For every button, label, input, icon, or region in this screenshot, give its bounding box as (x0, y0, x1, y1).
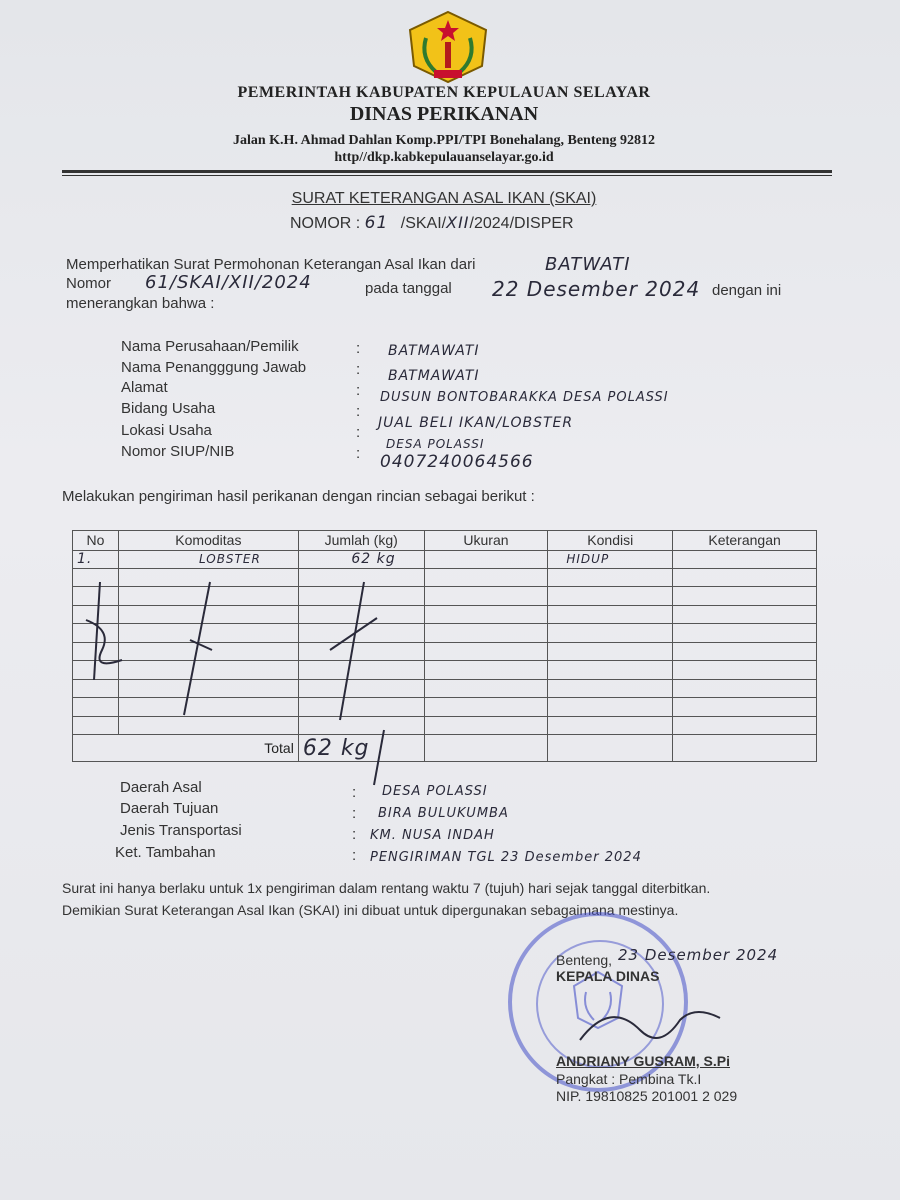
field-label-location: Lokasi Usaha (121, 422, 212, 439)
col-header-size: Ukuran (424, 531, 548, 551)
intro-nomor-label: Nomor (66, 275, 112, 292)
nomor-tail: /2024/DISPER (469, 215, 574, 232)
handwritten-strokes (72, 560, 452, 800)
total-label: Total (118, 735, 298, 762)
nomor-number: 61 (364, 213, 389, 233)
detail-label-destination: Daerah Tujuan (120, 800, 219, 817)
cell-notes (673, 550, 817, 568)
field-label-siup: Nomor SIUP/NIB (121, 443, 235, 460)
cell-commodity: LOBSTER (118, 550, 298, 568)
cell-condition: HIDUP (548, 550, 673, 568)
closing-validity: Surat ini hanya berlaku untuk 1x pengiriman dalam rentang waktu 7 (tujuh) hari sejak tanggal diterbitkan. (62, 880, 711, 896)
detail-value-destination: BIRA BULUKUMBA (378, 806, 509, 821)
handwritten-signature (570, 990, 730, 1060)
signature-date: 23 Desember 2024 (618, 946, 779, 964)
letterhead-address: Jalan K.H. Ahmad Dahlan Komp.PPI/TPI Bonehalang, Benteng 92812 (232, 133, 656, 148)
table-header-row (73, 531, 817, 551)
col-header-amount: Jumlah (kg) (298, 531, 424, 551)
letterhead-department: DINAS PERIKANAN (349, 103, 539, 125)
cell-no: 1. (73, 550, 119, 568)
letterhead-rule (62, 170, 832, 173)
intro-nomor-value: 61/SKAI/XII/2024 (145, 272, 312, 293)
letterhead-website: http//dkp.kabkepulauanselayar.go.id (334, 150, 554, 165)
letterhead-rule-thin (62, 175, 832, 176)
intro-text-continued: dengan ini (712, 282, 782, 299)
col-header-condition: Kondisi (548, 531, 673, 551)
col-header-notes: Keterangan (673, 531, 817, 551)
detail-label-origin: Daerah Asal (120, 779, 202, 796)
detail-colons: : : : : (352, 784, 357, 864)
signature-nip: NIP. 19810825 201001 2 029 (556, 1088, 738, 1104)
signature-name: ANDRIANY GUSRAM, S.Pi (556, 1053, 730, 1069)
signature-place: Benteng, (556, 952, 613, 968)
nomor-month: XII (446, 213, 470, 232)
signature-rank: Pangkat : Pembina Tk.I (556, 1071, 702, 1087)
col-header-commodity: Komoditas (118, 531, 298, 551)
intro-applicant: BATWATI (545, 254, 631, 275)
field-value-business: JUAL BELI IKAN/LOBSTER (378, 415, 574, 431)
field-label-business: Bidang Usaha (121, 400, 216, 417)
detail-value-transport: KM. NUSA INDAH (370, 828, 495, 843)
detail-label-extra: Ket. Tambahan (115, 844, 216, 861)
intro-text-final: menerangkan bahwa : (66, 295, 215, 312)
total-value: 62 kg (298, 735, 424, 762)
intro-date-value: 22 Desember 2024 (492, 277, 701, 301)
detail-value-extra: PENGIRIMAN TGL 23 Desember 2024 (370, 850, 642, 865)
field-value-address: DUSUN BONTOBARAKKA DESA POLASSI (380, 390, 669, 405)
field-value-owner: BATMAWATI (388, 343, 480, 359)
field-label-owner: Nama Perusahaan/Pemilik (121, 338, 299, 355)
col-header-no: No (73, 531, 119, 551)
field-label-address: Alamat (121, 379, 168, 396)
field-value-responsible: BATMAWATI (388, 368, 480, 384)
shipment-text: Melakukan pengiriman hasil perikanan dengan rincian sebagai berikut : (62, 488, 535, 505)
field-value-siup: 0407240064566 (380, 452, 534, 472)
closing-statement: Demikian Surat Keterangan Asal Ikan (SKAI) ini dibuat untuk dipergunakan sebagaimana mestinya. (62, 902, 679, 918)
field-label-responsible: Nama Penangggung Jawab (121, 359, 307, 376)
detail-label-transport: Jenis Transportasi (120, 822, 242, 839)
letterhead-government: PEMERINTAH KABUPATEN KEPULAUAN SELAYAR (237, 84, 651, 101)
document-number (290, 213, 574, 233)
intro-date-label: pada tanggal (365, 280, 452, 297)
document-title: SURAT KETERANGAN ASAL IKAN (SKAI) (291, 190, 597, 207)
detail-value-origin: DESA POLASSI (382, 784, 488, 799)
cell-amount: 62 kg (298, 550, 424, 568)
nomor-label: NOMOR : (290, 215, 361, 232)
regency-logo-icon (406, 8, 490, 84)
signature-position: KEPALA DINAS (556, 968, 660, 984)
nomor-code: /SKAI/ (400, 215, 447, 232)
field-value-location: DESA POLASSI (386, 437, 485, 451)
intro-text: Memperhatikan Surat Permohonan Keterangan Asal Ikan dari (66, 256, 476, 273)
field-colons: : : : : : : (356, 340, 361, 462)
